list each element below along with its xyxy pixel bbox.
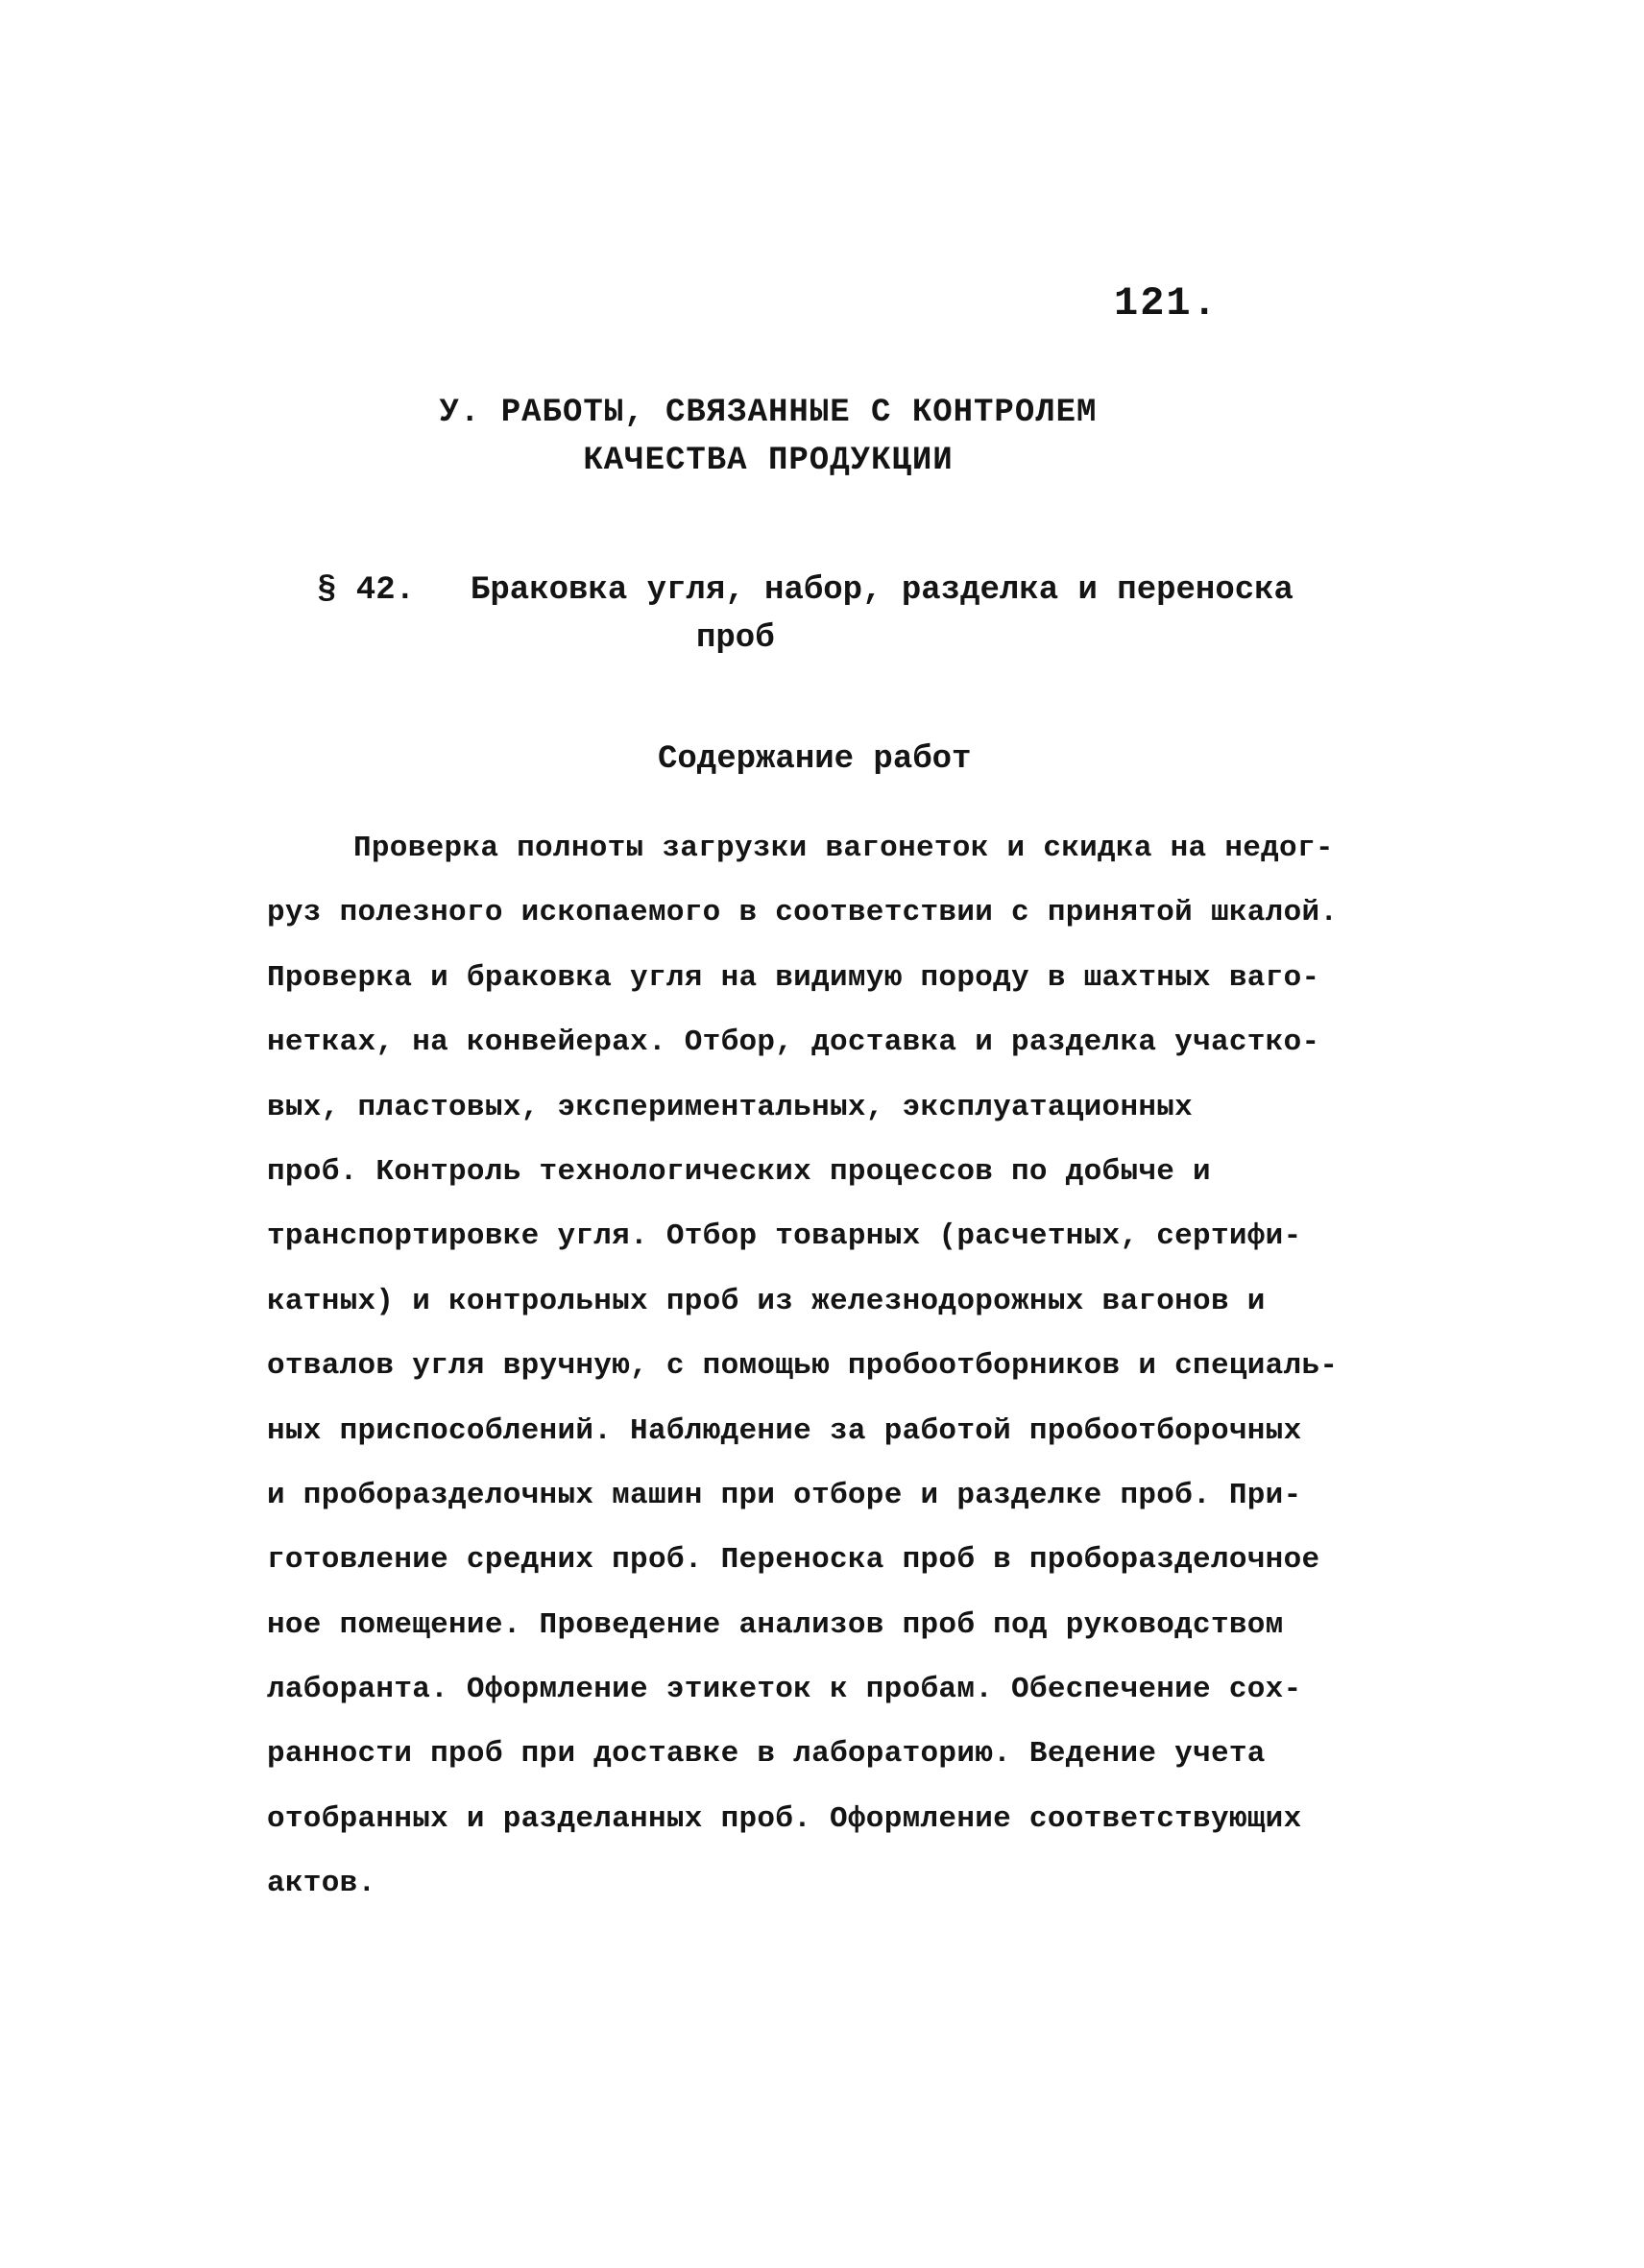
paragraph-title-line-1 <box>288 567 1293 615</box>
body-line: ранности проб при доставке в лабораторию. Ведение учета <box>267 1737 1266 1772</box>
body-line: отвалов угля вручную, с помощью пробоотборников и специаль- <box>267 1349 1339 1384</box>
body-text <box>267 816 1400 1917</box>
body-line: катных) и контрольных проб из железнодорожных вагонов и <box>267 1284 1266 1318</box>
body-line: вых, пластовых, экспериментальных, эксплуатационных <box>267 1090 1194 1124</box>
paragraph-title-line-2: проб <box>696 620 775 657</box>
body-line: Проверка и браковка угля на видимую породу в шахтных ваго- <box>267 960 1320 995</box>
paragraph-title-text: Браковка угля, набор, разделка и переноска <box>471 572 1293 609</box>
body-line: транспортировке угля. Отбор товарных (расчетных, сертифи- <box>267 1219 1302 1254</box>
section-heading <box>288 389 1248 485</box>
section-heading-line-2: КАЧЕСТВА ПРОДУКЦИИ <box>583 443 954 479</box>
body-line: нетках, на конвейерах. Отбор, доставка и разделка участко- <box>267 1025 1320 1060</box>
body-line: ных приспособлений. Наблюдение за работой пробоотборочных <box>267 1413 1302 1448</box>
body-line: отобранных и разделанных проб. Оформление соответствующих <box>267 1801 1302 1836</box>
content-heading: Содержание работ <box>658 741 972 778</box>
paragraph-number: § 42. <box>317 572 416 609</box>
paragraph-heading <box>288 567 1293 663</box>
body-line: Проверка полноты загрузки вагонеток и скидка на недог- <box>353 832 1334 865</box>
page-number: 121. <box>1114 280 1219 326</box>
body-line: и проборазделочных машин при отборе и разделке проб. При- <box>267 1478 1302 1512</box>
section-heading-line-1: У. РАБОТЫ, СВЯЗАННЫЕ С КОНТРОЛЕМ <box>439 395 1098 431</box>
body-line: готовление средних проб. Переноска проб в проборазделочное <box>267 1543 1320 1578</box>
body-line: актов. <box>267 1867 376 1901</box>
body-line: ное помещение. Проведение анализов проб под руководством <box>267 1607 1284 1642</box>
body-line: руз полезного ископаемого в соответствии с принятой шкалой. <box>267 896 1339 930</box>
body-line: проб. Контроль технологических процессов по добыче и <box>267 1154 1211 1189</box>
body-line: лаборанта. Оформление этикеток к пробам. Обеспечение сох- <box>267 1673 1302 1707</box>
